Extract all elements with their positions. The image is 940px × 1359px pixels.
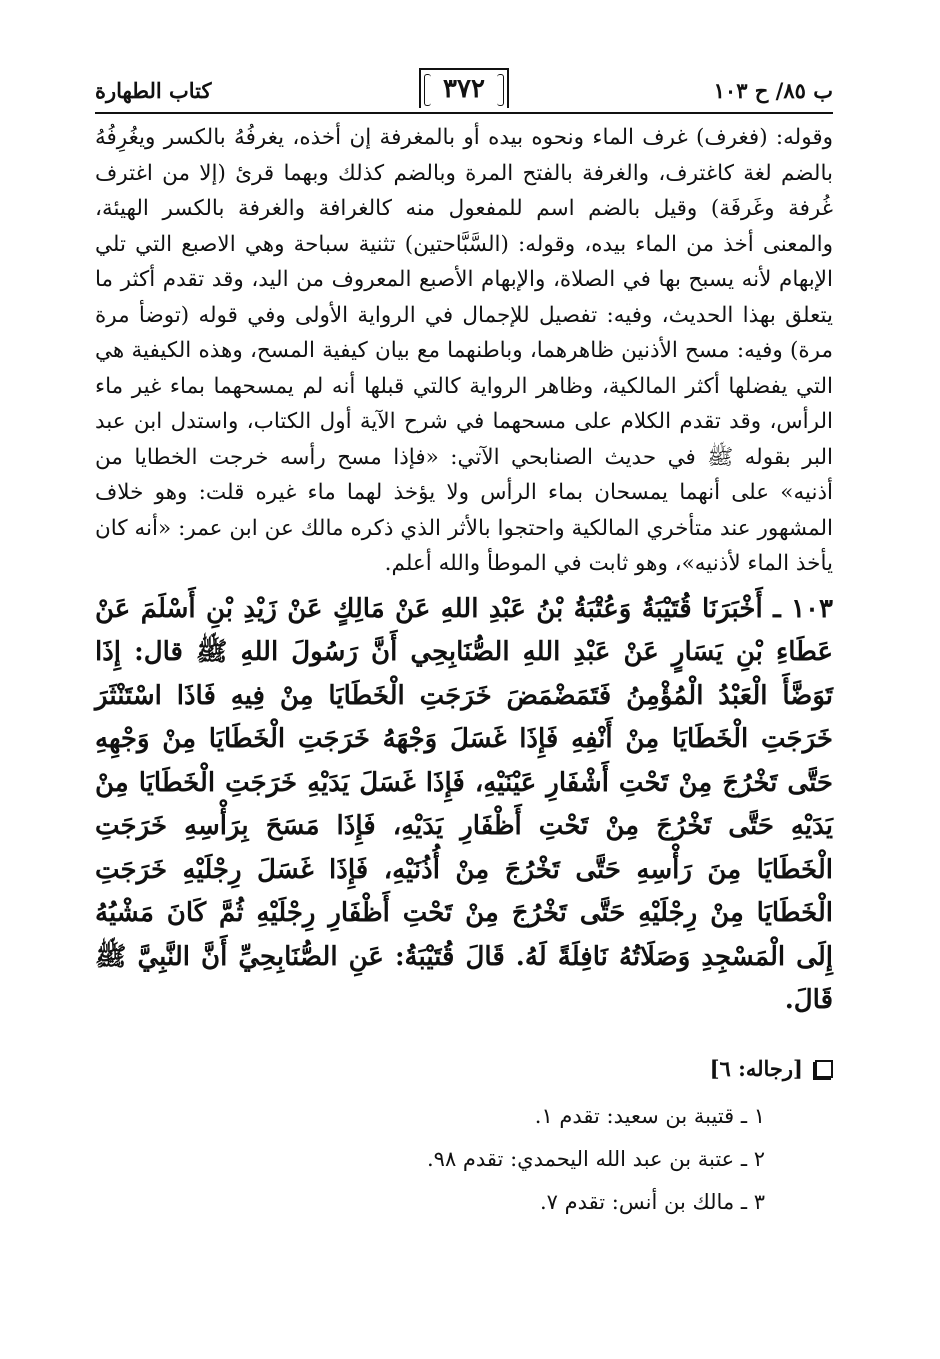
narrator-item: ١ ـ قتيبة بن سعيد: تقدم ١. (534, 1103, 765, 1128)
hadith-text (95, 588, 833, 1023)
square-bullet-icon (815, 1060, 833, 1078)
book-page (95, 68, 833, 1224)
narrators-section (95, 1053, 833, 1224)
hadith-paragraph: ١٠٣ ـ أَخْبَرَنَا قُتَيْبَةُ وَعُتْبَةُ بْنُ عَبْدِ اللهِ عَنْ مَالِكٍ عَنْ زَيْدِ بْنِ أَسْلَمَ عَنْ عَطَاءِ بْنِ يَسَارٍ عَنْ عَبْدِ اللهِ الصُّنَابِحِي أَنَّ رَسُولَ اللهِ ﷺ قال: إِذَا تَوَضَّأَ الْعَبْدُ الْمُؤْمِنُ فَتَمَضْمَضَ خَرَجَتِ الْخَطَايَا مِنْ فِيهِ فَاذَا اسْتَنْثَرَ خَرَجَتِ الْخَطَايَا مِنْ أَنْفِهِ فَإِذَا غَسَلَ وَجْهَهُ خَرَجَتِ الْخَطَايَا مِنْ وَجْهِهِ حَتَّى تَخْرُجَ مِنْ تَحْتِ أَشْفَارِ عَيْنَيْهِ، فَإِذَا غَسَلَ يَدَيْهِ خَرَجَتِ الْخَطَايَا مِنْ يَدَيْهِ حَتَّى تَخْرُجَ مِنْ تَحْتِ أَظْفَارِ يَدَيْهِ، فَإِذَا مَسَحَ بِرَأْسِهِ خَرَجَتِ الْخَطَايَا مِنَ رَأْسِهِ حَتَّى تَخْرُجَ مِنْ أُذُنَيْهِ، فَإِذَا غَسَلَ رِجْلَيْهِ خَرَجَتِ الْخَطَايَا مِنْ رِجْلَيْهِ حَتَّى تَخْرُجَ مِنْ تَحْتِ أَظْفَارِ رِجْلَيْهِ ثُمَّ كَانَ مَشْيُهُ إِلَى الْمَسْجِدِ وَصَلَاتُهُ نَافِلَةً لَهُ. قَالَ قُتَيْبَةُ: عَنِ الصُّنَابِحِيِّ أَنَّ النَّبِيَّ ﷺ قَالَ. (95, 593, 833, 1015)
page-header (95, 68, 833, 114)
commentary-paragraph: وقوله: (فغرف) غرف الماء ونحوه بيده أو بالمغرفة إن أخذه، يغرفُهُ بالكسر ويغُرِفُهُ بالضم لغة كاغترف، والغرفة بالفتح المرة وبالضم كذلك وبهما قرئ (إلا من اغترف غُرفة وغَرفَة) وقيل بالضم اسم للمفعول منه كالغرافة والغرفة بالكسر الهيئة، والمعنى أخذ من الماء بيده، وقوله: (السَّبَّاحتين) تثنية سباحة وهي الاصبع التي تلي الإبهام لأنه يسبح بها في الصلاة، والإبهام الأصبع المعروف من اليد، وقد تقدم أكثر ما يتعلق بهذا الحديث، وفيه: تفصيل للإجمال في الرواية الأولى وفي قوله (توضأ مرة مرة) وفيه: مسح الأذنين ظاهرهما، وباطنهما مع بيان كيفية المسح، وهذه الكيفية هي التي يفضلها أكثر المالكية، وظاهر الرواية كالتي قبلها أنه لم يمسحهما بماء غير ماء الرأس، وقد تقدم الكلام على مسحهما في شرح الآية أول الكتاب، واستدل ابن عبد البر بقوله ﷺ في حديث الصنابحي الآتي: «فإذا مسح رأسه خرجت الخطايا من أذنيه» على أنهما يمسحان بماء الرأس ولا يؤخذ لهما ماء غيره قلت: وهو خلاف المشهور عند متأخري المالكية واحتجوا بالأثر الذي ذكره مالك عن ابن عمر: «أنه كان يأخذ الماء لأذنيه»، وهو ثابت في الموطأ والله أعلم. (95, 125, 833, 576)
narrators-heading-label: [رجاله: ٦] (709, 1056, 803, 1081)
narrators-heading (95, 1053, 833, 1085)
hadith-reference: ب ٨٥/ ح ١٠٣ (713, 78, 833, 103)
narrator-item: ٢ ـ عتبة بن عبد الله اليحمدي: تقدم ٩٨. (426, 1146, 765, 1171)
narrators-list (95, 1095, 833, 1224)
commentary-text (95, 120, 833, 582)
book-title: كتاب الطهارة (95, 78, 212, 103)
narrator-item: ٣ ـ مالك بن أنس: تقدم ٧. (539, 1189, 765, 1214)
page-number: ٣٧٢ (419, 68, 509, 108)
